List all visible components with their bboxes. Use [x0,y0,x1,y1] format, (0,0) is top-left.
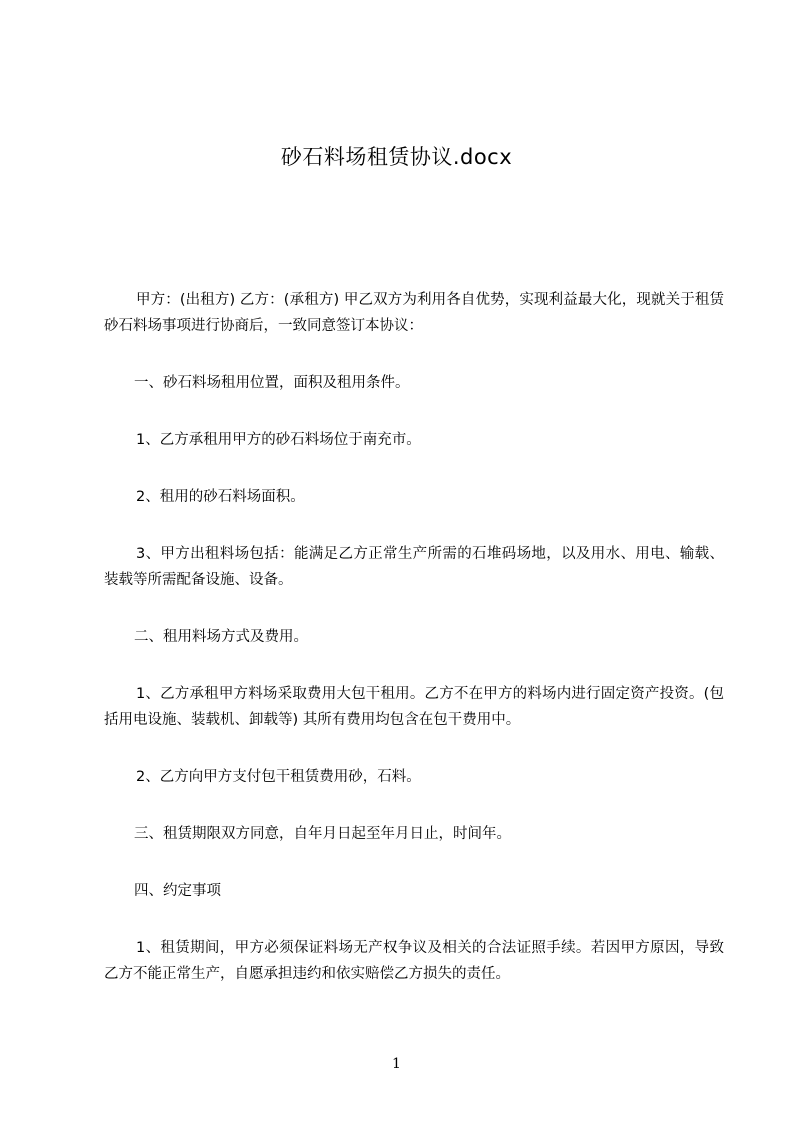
clause-1-3: 3、甲方出租料场包括：能满足乙方正常生产所需的石堆码场地，以及用水、用电、输载、装载等所需配备设施、设备。 [104,546,724,588]
page-number: 1 [392,1056,401,1072]
section-heading-2: 二、租用料场方式及费用。 [134,629,308,645]
clause-2-2: 2、乙方向甲方支付包干租赁费用砂，石料。 [136,769,421,785]
section-heading-1: 一、砂石料场租用位置，面积及租用条件。 [134,375,410,391]
document-title: 砂石料场租赁协议.docx [280,145,513,169]
clause-1-2: 2、租用的砂石料场面积。 [136,489,305,505]
clause-4-1: 1、租赁期间，甲方必须保证料场无产权争议及相关的合法证照手续。若因甲方原因，导致乙方不能正常生产，自愿承担违约和依实赔偿乙方损失的责任。 [104,940,724,982]
document-body [104,287,724,987]
preamble-paragraph: 甲方：(出租方) 乙方：(承租方) 甲乙双方为利用各自优势，实现利益最大化，现就关于租赁砂石料场事项进行协商后，一致同意签订本协议： [104,292,724,334]
clause-2-1: 1、乙方承租甲方料场采取费用大包干租用。乙方不在甲方的料场内进行固定资产投资。(包括用电设施、装载机、卸载等) 其所有费用均包含在包干费用中。 [104,686,724,728]
section-heading-3: 三、租赁期限双方同意，自年月日起至年月日止，时间年。 [134,826,511,842]
section-heading-4: 四、约定事项 [134,883,221,899]
clause-1-1: 1、乙方承租用甲方的砂石料场位于南充市。 [136,432,421,448]
